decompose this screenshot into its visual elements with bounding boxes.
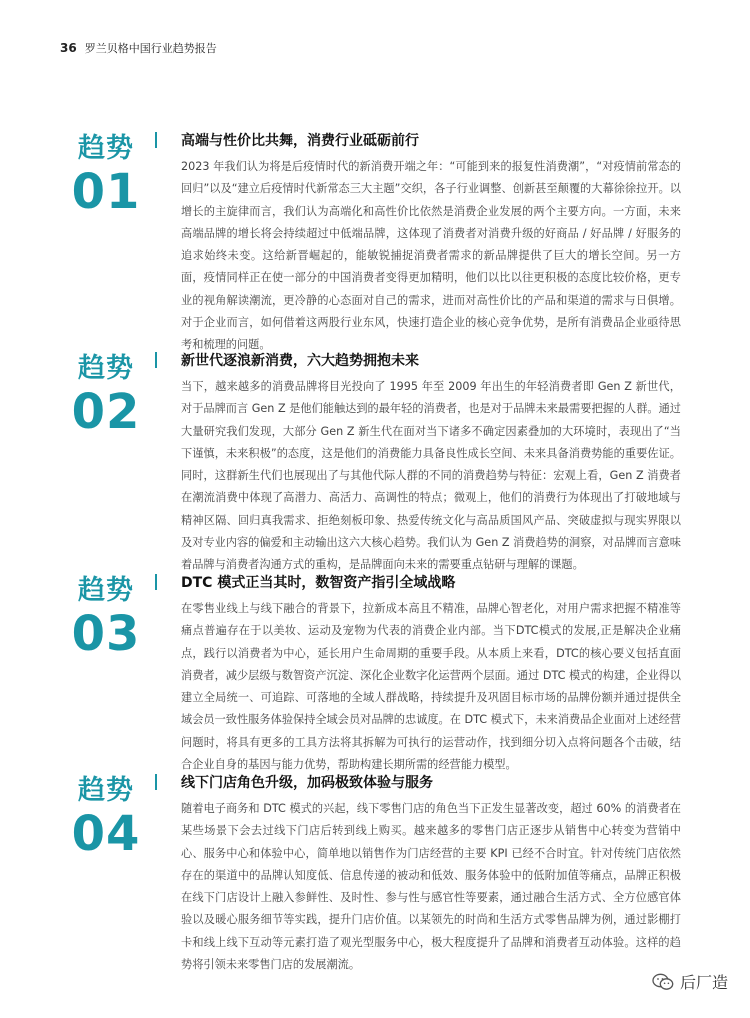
trend-number: 01	[71, 164, 141, 220]
trend-word: 趋势	[78, 353, 134, 384]
trend-body: 在零售业线上与线下融合的背景下，拉新成本高且不精准，品牌心智老化，对用户需求把握不精准等痛点普遍存在于以美妆、运动及宠物为代表的消费企业内部。当下DTC模式的发展,正是解决企业痛点，践行以消费者为中心，延长用户生命周期的重要手段。从本质上来看，DTC的核心要义包括直面消费者，减少层级与数智资产沉淀、深化企业数字化运营两个层面。通过 DTC 模式的构建，企业得以建立全局统一、可追踪、可落地的全域人群战略，持续提升及巩固目标市场的品牌份额并通过提供全域会员一致性服务体验保持全域会员对品牌的忠诚度。在 DTC 模式下，未来消费品企业面对上述经营问题时，将具有更多的工具方法将其拆解为可执行的运营动作，找到细分切入点将问题各个击破，结合企业自身的基因与能力优势，帮助构建长期所需的经营能力模型。	[181, 602, 681, 772]
watermark-text: 后厂造	[679, 973, 728, 992]
trend-word: 趋势	[78, 575, 134, 606]
report-title: 罗兰贝格中国行业趋势报告	[84, 42, 217, 55]
trend-body: 当下，越来越多的消费品牌将目光投向了 1995 年至 2009 年出生的年轻消费者即 Gen Z 新世代，对于品牌而言 Gen Z 是他们能触达到的最年轻的消费者，也是对于品牌未来最需要把握的人群。通过大量研究我们发现，大部分 Gen Z 新生代在面对当下诸多不确定因素叠加的大环境时，表现出了“当下谨慎，未来积极”的态度，这是他们的消费能力具备良性成长空间、未来具备消费势能的重要佐证。同时，这群新生代们也展现出了与其他代际人群的不同的消费趋势与特征：宏观上看，Gen Z 消费者在潮流消费中体现了高潜力、高活力、高调性的特点；微观上，他们的消费行为体现出了打破地域与精神区隔、回归真我需求、拒绝刻板印象、热爱传统文化与高品质国风产品、突破虚拟与现实界限以及对专业内容的偏爱和主动输出这六大核心趋势。我们认为 Gen Z 消费趋势的洞察，对品牌而言意味着品牌与消费者沟通方式的重构，是品牌面向未来的需要重点钻研与理解的课题。	[181, 380, 681, 572]
trend-title: 高端与性价比共舞，消费行业砥砺前行	[181, 133, 419, 149]
trend-label	[70, 574, 142, 660]
trend-number: 04	[71, 806, 141, 862]
trend-divider	[155, 774, 157, 790]
trend-label	[70, 352, 142, 438]
trend-divider	[155, 574, 157, 590]
trend-number: 02	[71, 384, 141, 440]
wechat-icon	[652, 973, 674, 991]
watermark	[652, 970, 728, 993]
page-header	[60, 40, 217, 56]
trend-word: 趋势	[78, 133, 134, 164]
trend-divider	[155, 352, 157, 368]
trend-label	[70, 774, 142, 860]
trend-word: 趋势	[78, 775, 134, 806]
page-number: 36	[60, 41, 77, 55]
trend-body: 2023 年我们认为将是后疫情时代的新消费开端之年：“可能到来的报复性消费潮”，“对疫情前常态的回归”以及“建立后疫情时代新常态三大主题”交织，各子行业调整、创新甚至颠覆的大幕徐徐拉开。以增长的主旋律而言，我们认为高端化和高性价比依然是消费企业发展的两个主要方向。一方面，未来高端品牌的增长将会持续超过中低端品牌，这体现了消费者对消费升级的好商品 / 好品牌 / 好服务的追求始终未变。这给新晋崛起的，能敏锐捕捉消费者需求的新品牌提供了巨大的增长空间。另一方面，疫情同样正在使一部分的中国消费者变得更加精明，他们以比以往更积极的态度比较价格，更专业的视角解读潮流，更冷静的心态面对自己的需求，进而对高性价比的产品和渠道的需求与日俱增。对于企业而言，如何借着这两股行业东风，快速打造企业的核心竞争优势，是所有消费品企业亟待思考和梳理的问题。	[181, 160, 681, 352]
trend-title: 新世代逐浪新消费，六大趋势拥抱未来	[181, 353, 419, 369]
trend-divider	[155, 132, 157, 148]
trend-number: 03	[71, 606, 141, 662]
trend-body: 随着电子商务和 DTC 模式的兴起，线下零售门店的角色当下正发生显著改变，超过 60% 的消费者在某些场景下会去过线下门店后转到线上购买。越来越多的零售门店正逐步从销售中心转变为营销中心、服务中心和体验中心，简单地以销售作为门店经营的主要 KPI 已经不合时宜。针对传统门店依然存在的渠道中的品牌认知度低、信息传递的被动和低效、服务体验中的低附加值等痛点，品牌正积极在线下门店设计上融入参鲜性、及时性、参与性与感官性等要素，通过融合生活方式、全方位感官体验以及暖心服务细节等实践，提升门店价值。以某领先的时尚和生活方式零售品牌为例，通过影棚打卡和线上线下互动等元素打造了观光型服务中心，极大程度提升了品牌和消费者互动体验。这样的趋势将引领未来零售门店的发展潮流。	[181, 802, 681, 972]
trend-title: 线下门店角色升级，加码极致体验与服务	[181, 775, 433, 791]
trend-label	[70, 132, 142, 218]
trend-title: DTC 模式正当其时，数智资产指引全域战略	[181, 575, 456, 591]
